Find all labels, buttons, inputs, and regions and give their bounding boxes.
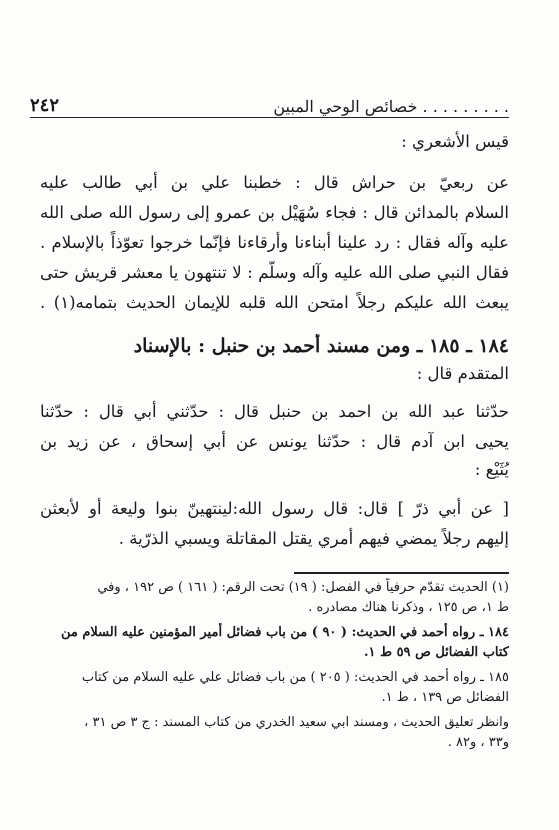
page-header bbox=[30, 92, 509, 116]
footnote-line-8: و٣٣ ، و٨٢ . bbox=[447, 735, 509, 750]
isnad-line-3: يُثَيْع : bbox=[474, 460, 509, 479]
hadith-line-1: [ عن أبي ذرّ ] قال: قال رسول الله:لينتهينّ بنوا وليعة أو لأبعثن bbox=[40, 499, 509, 518]
body-line-4: عليه وآله فقال : رد علينا أبناءنا وأرقاءنا فإنّما خرجوا تعوّذاً بالإسلام . bbox=[40, 233, 509, 252]
footnote-line-7: وانظر تعليق الحديث ، ومسند ابي سعيد الخدري من كتاب المسند : ج ٣ ص ٣١ ، bbox=[84, 715, 509, 730]
running-title: . . . . . . . . . خصائص الوحي المبين bbox=[273, 97, 509, 116]
isnad-line-2: يحيى ابن آدم قال : حدّثنا يونس عن أبي إسحاق ، عن زيد بن bbox=[40, 432, 509, 451]
footnote-line-3: ١٨٤ ـ رواه أحمد في الحديث: ( ٩٠ ) من باب فضائل أمير المؤمنين عليه السلام من bbox=[60, 625, 509, 640]
header-rule bbox=[30, 117, 509, 118]
footnote-line-5: ١٨٥ ـ رواه أحمد في الحديث: ( ٢٠٥ ) من باب فضائل علي عليه السلام من كتاب bbox=[81, 670, 509, 685]
hadith-line-2: إليهم رجلاً يمضي فيهم أمري يقتل المقاتلة ويسبي الذرّية . bbox=[118, 529, 509, 548]
section-heading-cont: المتقدم قال : bbox=[416, 364, 509, 383]
footnote-line-1: (١) الحديث تقدّم حرفياً في الفصل: ( ١٩) تحت الرقم: ( ١٦١ ) ص ١٩٢ ، وفي bbox=[97, 580, 509, 595]
page-number: ٢٤٢ bbox=[30, 95, 60, 116]
isnad-line-1: حدّثنا عبد الله بن احمد بن حنبل قال : حدّثني أبي قال : حدّثنا bbox=[40, 402, 509, 421]
body-line-3: السلام بالمدائن قال : فجاء سُهَيْل بن عمرو إلى رسول الله صلى الله bbox=[40, 203, 509, 222]
body-line-1: قيس الأشعري : bbox=[401, 132, 509, 151]
section-heading: ١٨٤ ـ ١٨٥ ـ ومن مسند أحمد بن حنبل : بالإسناد bbox=[133, 335, 509, 357]
body-line-6: يبعث الله عليكم رجلاً امتحن الله قلبه للإيمان الحديث بتمامه(١) . bbox=[40, 293, 509, 312]
footnote-line-2: ط ١، ص ١٢٥ ، وذكرنا هناك مصادره . bbox=[308, 600, 509, 615]
footnote-line-4: كتاب الفضائل ص ٥٩ ط ١. bbox=[363, 645, 509, 660]
body-line-5: فقال النبي صلى الله عليه وآله وسلّم : لا تنتهون يا معشر قريش حتى bbox=[40, 263, 509, 282]
footnote-rule bbox=[294, 572, 509, 574]
body-line-2: عن ربعيّ بن حراش قال : خطبنا علي بن أبي طالب عليه bbox=[40, 173, 509, 192]
footnote-line-6: الفضائل ص ١٣٩ ، ط ١. bbox=[381, 690, 509, 705]
